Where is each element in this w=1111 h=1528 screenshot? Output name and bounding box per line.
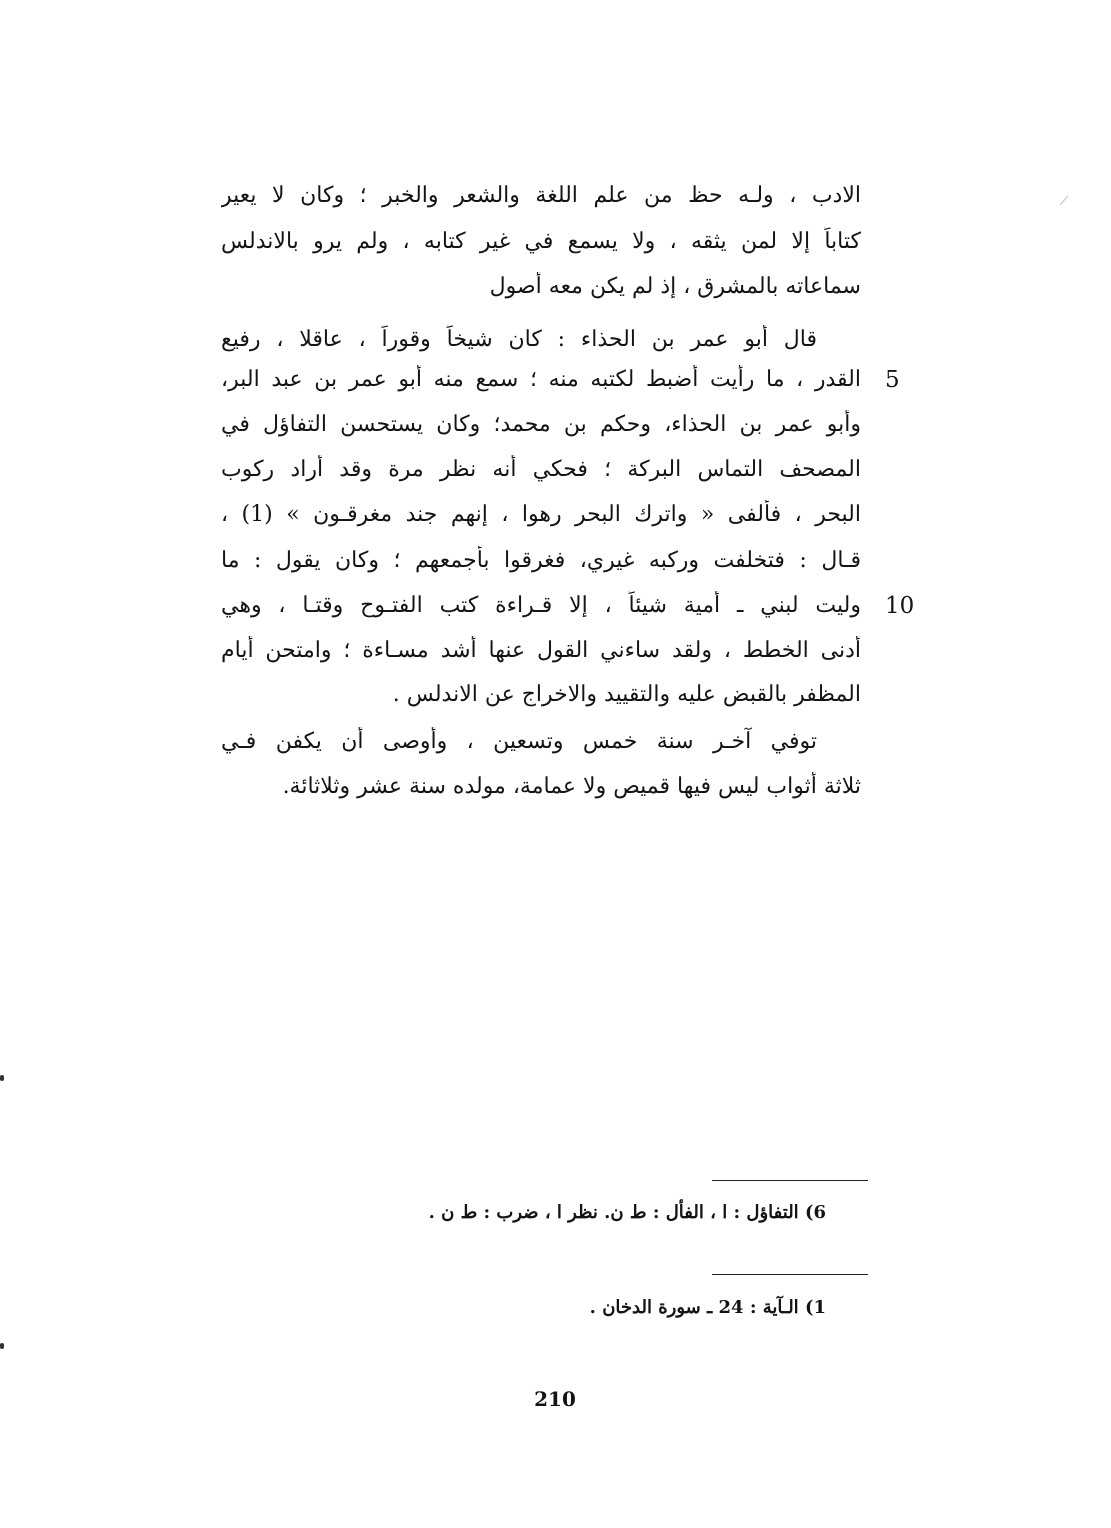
body-line: وأبو عمر بن الحذاء، وحكم بن محمد؛ وكان يستحسن التفاؤل في <box>221 412 861 437</box>
body-line: كتاباً إلا لمن يثقه ، ولا يسمع في غير كتابه ، ولم يرو بالاندلس <box>221 229 861 254</box>
body-line: قـال : فتخلفت وركبه غيري، فغرقوا بأجمعهم ؛ وكان يقول : ما <box>221 548 861 573</box>
body-line: أدنى الخطط ، ولقد ساءني القول عنها أشد مسـاءة ؛ وامتحن أيام <box>221 638 861 663</box>
footnote-rule <box>712 1274 868 1275</box>
body-line: القدر ، ما رأيت أضبط لكتبه منه ؛ سمع منه أبو عمر بن عبد البر، <box>221 367 861 392</box>
page-number: 210 <box>534 1387 576 1411</box>
body-line: توفي آخـر سنة خمس وتسعين ، وأوصى أن يكفن فـي <box>221 729 817 754</box>
body-line: ثلاثة أثواب ليس فيها قميص ولا عمامة، مولده سنة عشر وثلاثائة. <box>282 774 861 799</box>
footnote: 6) التفاؤل : ا ، الفأل : ط ن. نظر ا ، ضرب : ط ن . <box>428 1202 826 1223</box>
line-number: 10 <box>885 593 915 619</box>
scan-speck <box>0 1075 4 1081</box>
line-number: 5 <box>885 367 900 393</box>
body-line: سماعاته بالمشرق ، إذ لم يكن معه أصول <box>489 274 861 299</box>
margin-mark <box>1060 196 1068 206</box>
body-line: الادب ، ولـه حظ من علم اللغة والشعر والخبر ؛ وكان لا يعير <box>221 183 861 208</box>
body-line: قال أبو عمر بن الحذاء : كان شيخاً وقوراً ، عاقلا ، رفيع <box>221 327 817 352</box>
footnote: 1) الـآية : 24 ـ سورة الدخان . <box>589 1297 826 1318</box>
footnote-rule <box>712 1180 868 1181</box>
body-line: المصحف التماس البركة ؛ فحكي أنه نظر مرة وقد أراد ركوب <box>221 457 861 482</box>
body-line: المظفر بالقبض عليه والتقييد والاخراج عن الاندلس . <box>392 682 861 707</box>
body-line: وليت لبني ـ أمية شيئاً ، إلا قـراءة كتب الفتـوح وقتـا ، وهي <box>221 593 861 618</box>
scan-speck <box>0 1343 4 1349</box>
body-line: البحر ، فألفى « واترك البحر رهوا ، إنهم جند مغرقـون » (1) ، <box>221 502 861 527</box>
